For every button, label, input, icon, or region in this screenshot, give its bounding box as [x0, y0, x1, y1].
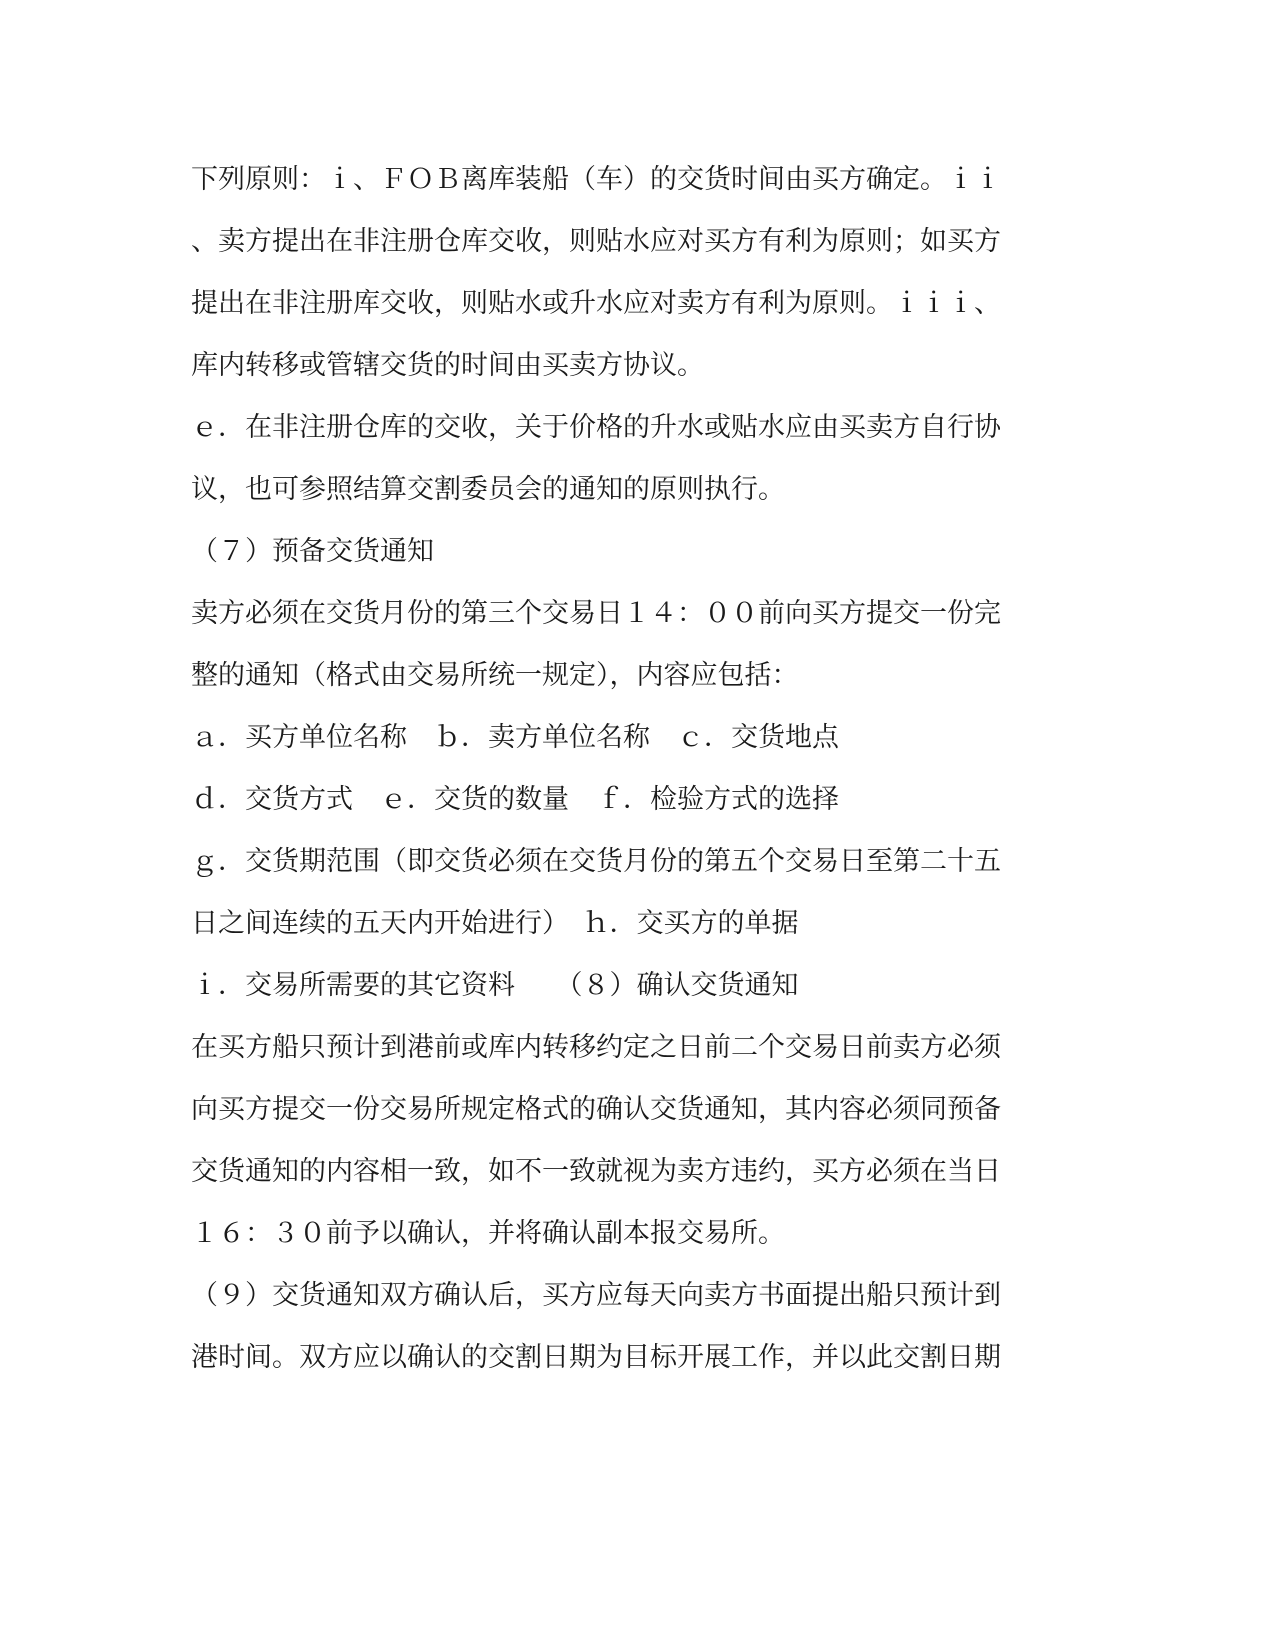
text-line: 提出在非注册库交收，则贴水或升水应对卖方有利为原则。ｉｉｉ、: [191, 288, 1001, 319]
text-line: 在买方船只预计到港前或库内转移约定之日前二个交易日前卖方必须: [191, 1032, 1001, 1063]
text-line: 日之间连续的五天内开始进行） ｈ．交买方的单据: [191, 908, 799, 939]
text-line: ｉ．交易所需要的其它资料 （８）确认交货通知: [191, 970, 799, 1001]
text-line: ａ．买方单位名称 ｂ．卖方单位名称 ｃ．交货地点: [191, 722, 839, 753]
text-line: 卖方必须在交货月份的第三个交易日１４：００前向买方提交一份完: [191, 598, 1001, 629]
text-line: 、卖方提出在非注册仓库交收，则贴水应对买方有利为原则；如买方: [191, 226, 1001, 257]
text-line: （９）交货通知双方确认后，买方应每天向卖方书面提出船只预计到: [191, 1280, 1001, 1311]
text-line: 向买方提交一份交易所规定格式的确认交货通知，其内容必须同预备: [191, 1094, 1001, 1125]
text-line: 议，也可参照结算交割委员会的通知的原则执行。: [191, 474, 785, 505]
text-line: ｄ．交货方式 ｅ．交货的数量 ｆ．检验方式的选择: [191, 784, 839, 815]
text-line: ｇ．交货期范围（即交货必须在交货月份的第五个交易日至第二十五: [191, 846, 1001, 877]
text-line: １６：３０前予以确认，并将确认副本报交易所。: [191, 1218, 785, 1249]
text-line: 港时间。双方应以确认的交割日期为目标开展工作，并以此交割日期: [191, 1342, 1001, 1373]
text-line: 整的通知（格式由交易所统一规定），内容应包括：: [191, 660, 799, 691]
text-line: 库内转移或管辖交货的时间由买卖方协议。: [191, 350, 704, 381]
section-heading: （７）预备交货通知: [191, 536, 434, 567]
text-line: 交货通知的内容相一致，如不一致就视为卖方违约，买方必须在当日: [191, 1156, 1001, 1187]
text-line: 下列原则：ｉ、ＦＯＢ离库装船（车）的交货时间由买方确定。ｉｉ: [191, 164, 1001, 195]
text-line: ｅ．在非注册仓库的交收，关于价格的升水或贴水应由买卖方自行协: [191, 412, 1001, 443]
